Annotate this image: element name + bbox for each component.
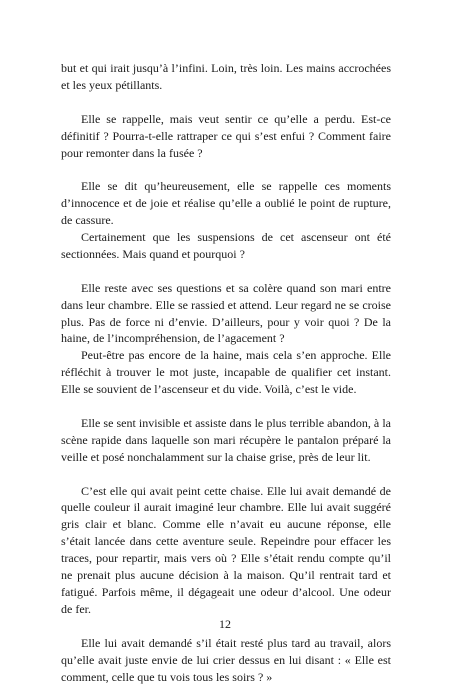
paragraph: Elle se rappelle, mais veut sentir ce qu’elle a perdu. Est-ce définitif ? Pourra-t-elle rattraper ce qui s’est enfui ? Comment faire pour remonter dans la fusée ? [61,111,391,160]
paragraph: Elle reste avec ses questions et sa colère quand son mari entre dans leur chambre. Elle se rassied et attend. Leur regard ne se croise plus. Pas de force ni d’envie. D’ailleurs, pour y voir quoi ? De la haine, de l’incompréhension, de l’agacement ? [61,280,391,346]
page-number: 12 [219,617,231,631]
paragraph: Peut-être pas encore de la haine, mais cela s’en approche. Elle réfléchit à trouver le mot juste, incapable de qualifier cet instant. Elle se souvient de l’ascenseur et du vide. Voilà, c’est le vide. [61,348,391,397]
paragraph: C’est elle qui avait peint cette chaise. Elle lui avait demandé de quelle couleur il aurait imaginé leur chambre. Elle lui avait suggéré gris clair et blanc. Comme elle n’avait eu aucune réponse, elle s’était lancée dans cette aventure seule. Repeindre pour effacer les traces, pour repartir, mais vers où ? Elle s’était rendu compte qu’il ne prenait plus aucune décision à la maison. Qu’il rentrait tard et fatigué. Parfois même, il dégageait une odeur d’alcool. Une odeur de fer. [61,483,391,616]
paragraph: Elle se sent invisible et assiste dans le plus terrible abandon, à la scène rapide dans laquelle son mari récupère le pantalon préparé la veille et posé nonchalamment sur la chaise grise, près de leur lit. [61,415,391,464]
paragraph: Elle lui avait demandé s’il était resté plus tard au travail, alors qu’elle avait juste envie de lui crier dessus en lui disant : « Elle est comment, celle que tu vois tous les soirs ? » [61,635,391,684]
paragraph: Certainement que les suspensions de cet ascenseur ont été sectionnées. Mais quand et pourquoi ? [61,230,391,261]
paragraph: but et qui irait jusqu’à l’infini. Loin, très loin. Les mains accrochées et les yeux pétillants. [61,61,391,92]
page-body-text [61,60,391,685]
paragraph: Elle se dit qu’heureusement, elle se rappelle ces moments d’innocence et de joie et réalise qu’elle a oublié le point de rupture, de cassure. [61,179,391,228]
